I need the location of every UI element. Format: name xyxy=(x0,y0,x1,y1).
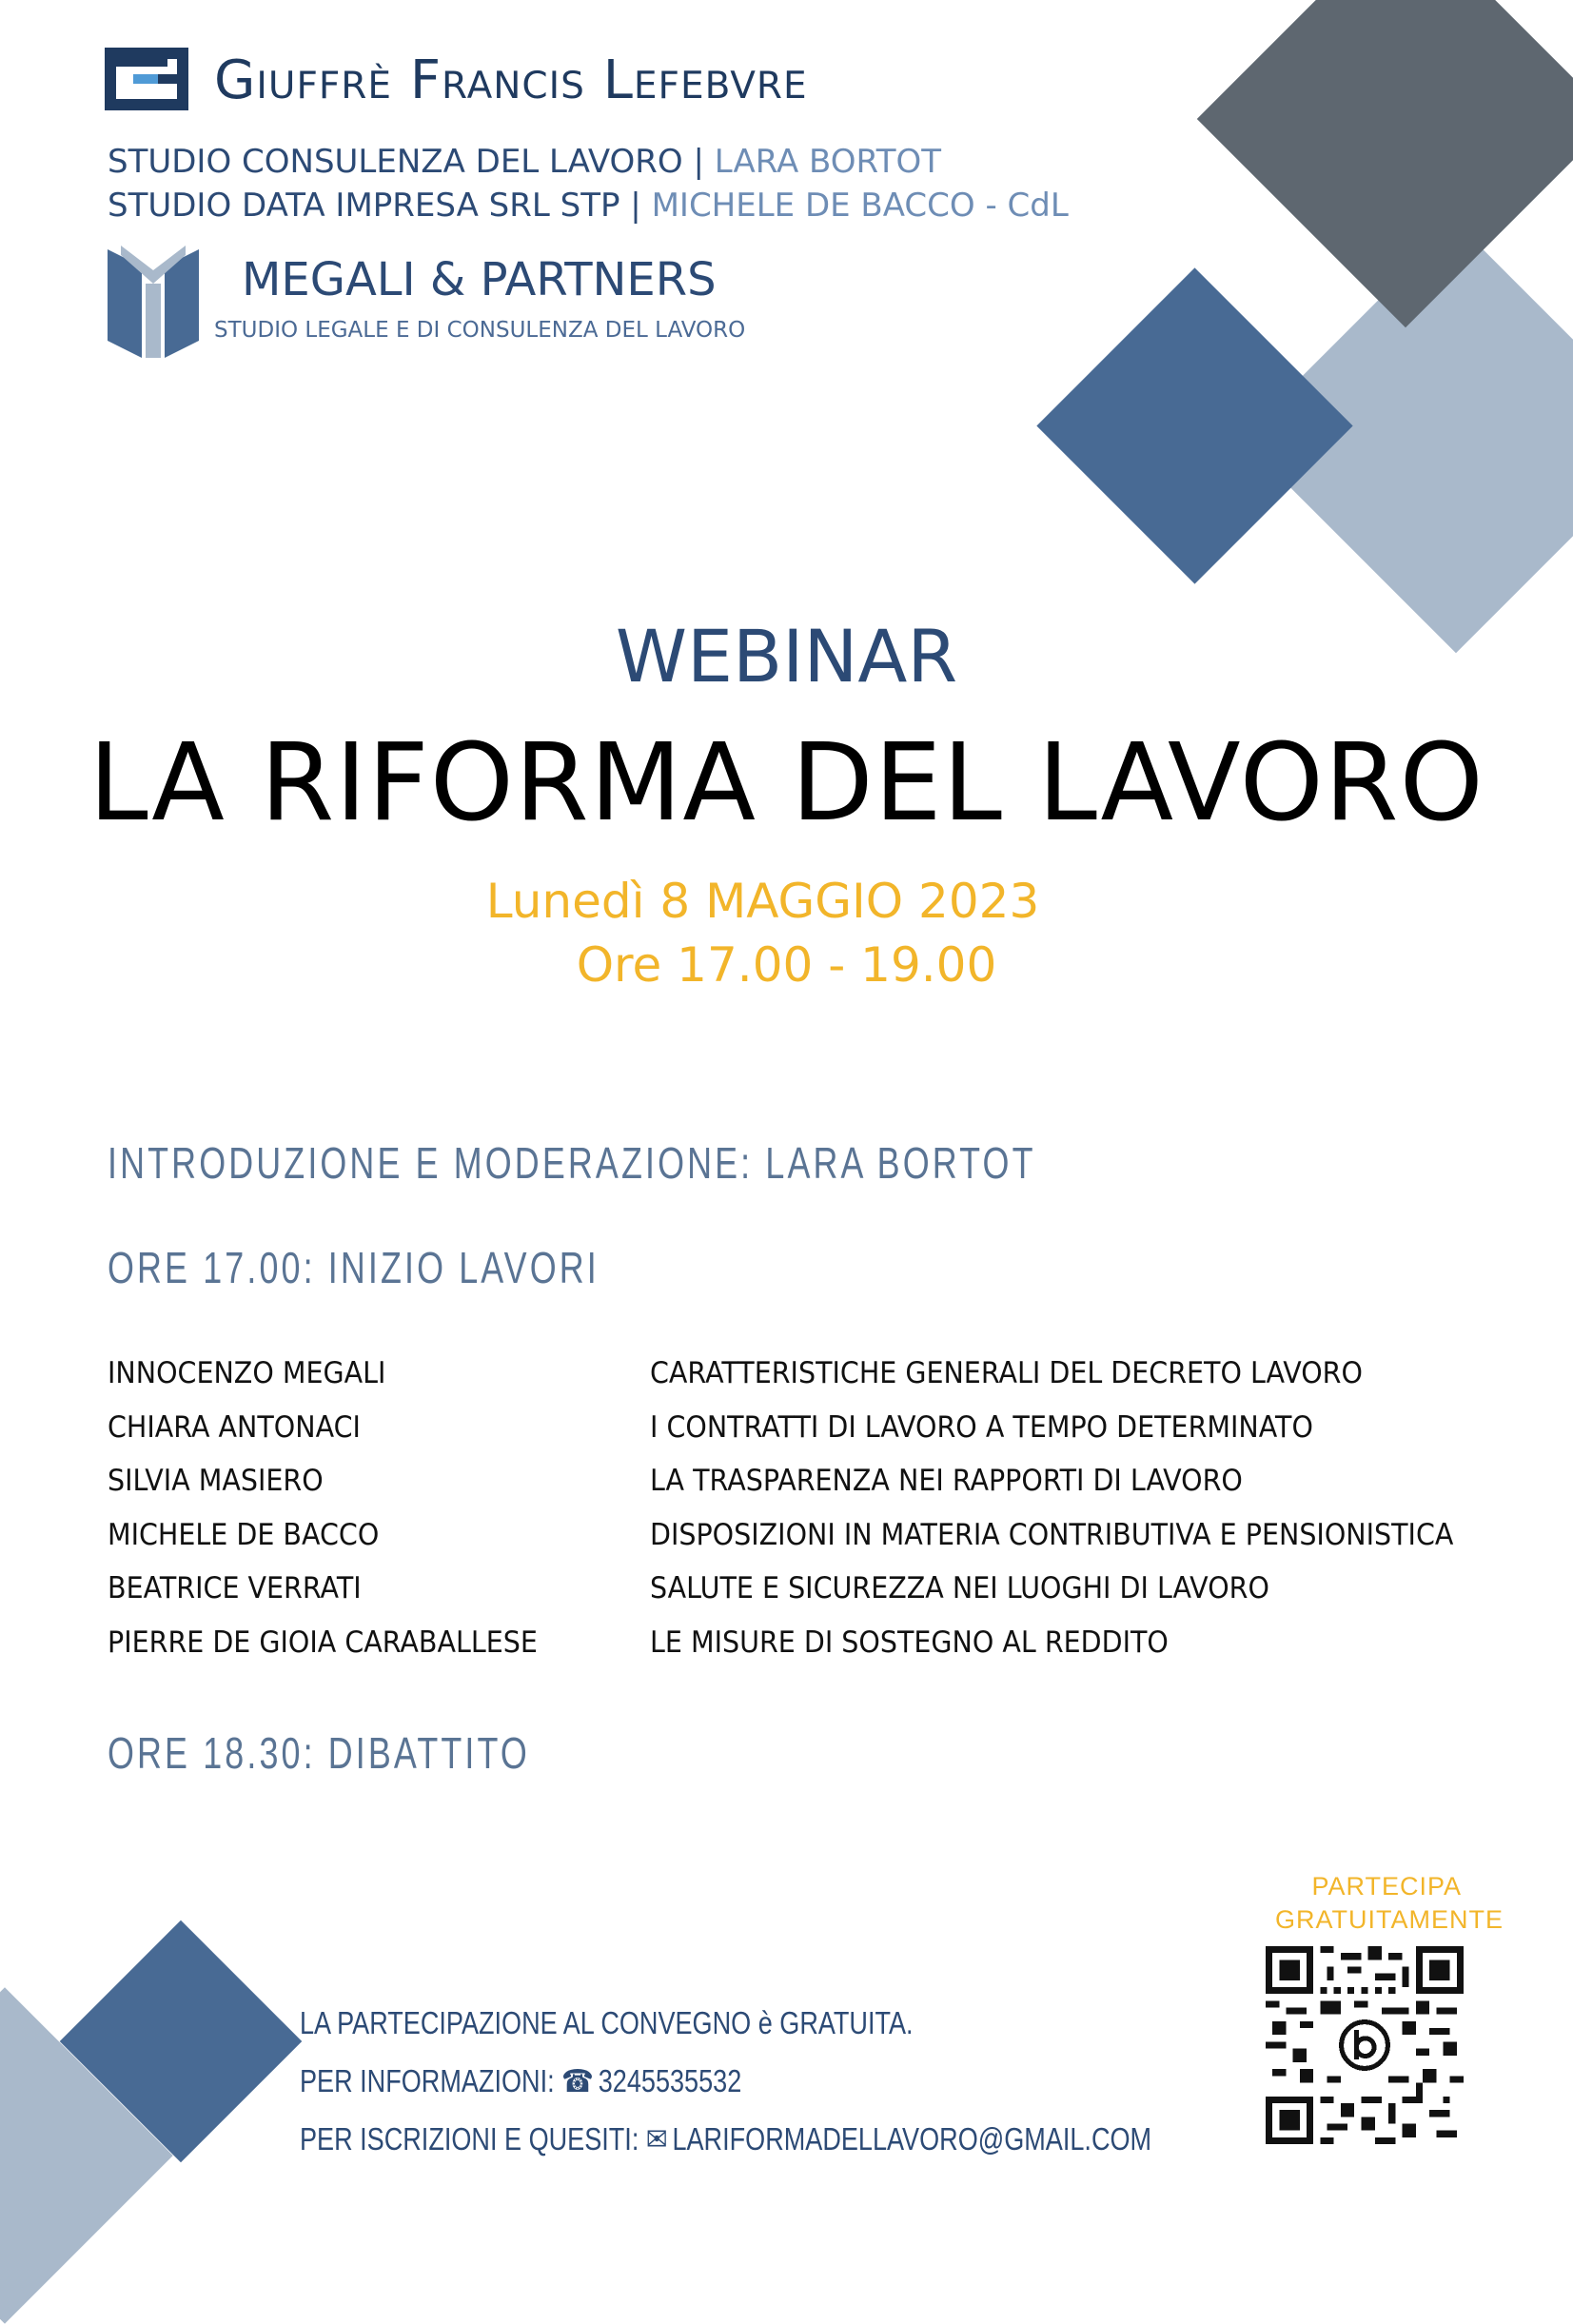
studio-name: STUDIO DATA IMPRESA SRL STP xyxy=(108,187,620,225)
partner-subtitle: STUDIO LEGALE E DI CONSULENZA DEL LAVORO xyxy=(214,318,746,343)
talk-topic: CARATTERISTICHE GENERALI DEL DECRETO LAVORO xyxy=(650,1356,1363,1390)
studio-person: LARA BORTOT xyxy=(714,143,941,181)
studio-name: STUDIO CONSULENZA DEL LAVORO xyxy=(108,143,683,181)
program-debate: ORE 18.30: DIBATTITO xyxy=(108,1728,530,1778)
partner-name: MEGALI & PARTNERS xyxy=(242,253,717,306)
talk-list xyxy=(108,1356,1516,1679)
phone-info xyxy=(300,2062,741,2099)
megali-logo-icon xyxy=(108,246,199,362)
talk-speaker: INNOCENZO MEGALI xyxy=(108,1356,386,1390)
page-title: LA RIFORMA DEL LAVORO xyxy=(88,721,1485,845)
studio-person: MICHELE DE BACCO - CdL xyxy=(651,187,1069,225)
talk-speaker: MICHELE DE BACCO xyxy=(108,1517,380,1552)
talk-speaker: BEATRICE VERRATI xyxy=(108,1571,362,1605)
talk-row xyxy=(108,1464,1516,1518)
event-date: Lunedì 8 MAGGIO 2023 xyxy=(485,874,1040,929)
phone-number[interactable]: 3245535532 xyxy=(598,2063,742,2098)
program-start: ORE 17.00: INIZIO LAVORI xyxy=(108,1243,600,1292)
brand-name: Giuffrè Francis Lefebvre xyxy=(214,49,808,111)
event-type: WEBINAR xyxy=(615,614,958,699)
free-participation-note: LA PARTECIPAZIONE AL CONVEGNO è GRATUITA. xyxy=(300,2005,914,2040)
qr-caption-line: PARTECIPA xyxy=(1311,1872,1462,1901)
talk-topic: LA TRASPARENZA NEI RAPPORTI DI LAVORO xyxy=(650,1464,1243,1498)
talk-row xyxy=(108,1356,1516,1410)
email-address[interactable]: LARIFORMADELLAVORO@GMAIL.COM xyxy=(672,2121,1152,2157)
email-info xyxy=(300,2120,1151,2157)
talk-speaker: SILVIA MASIERO xyxy=(108,1464,324,1498)
talk-topic: I CONTRATTI DI LAVORO A TEMPO DETERMINATO xyxy=(650,1409,1313,1445)
talk-row xyxy=(108,1571,1516,1625)
gfl-logo-icon xyxy=(105,48,188,110)
phone-label: PER INFORMAZIONI: xyxy=(300,2063,555,2098)
talk-row xyxy=(108,1625,1516,1680)
qr-caption xyxy=(1275,1870,1504,1937)
program-intro: INTRODUZIONE E MODERAZIONE: LARA BORTOT xyxy=(108,1138,1036,1188)
decorative-diamond-dark xyxy=(1197,0,1573,327)
separator: | xyxy=(630,187,641,225)
decorative-diamond-mid xyxy=(1036,267,1352,583)
qr-code-icon[interactable] xyxy=(1266,1946,1464,2144)
talk-speaker: PIERRE DE GIOIA CARABALLESE xyxy=(108,1625,538,1660)
talk-speaker: CHIARA ANTONACI xyxy=(108,1409,361,1445)
qr-caption-line: GRATUITAMENTE xyxy=(1275,1905,1504,1934)
separator: | xyxy=(693,143,704,181)
talk-topic: LE MISURE DI SOSTEGNO AL REDDITO xyxy=(650,1625,1169,1660)
talk-row xyxy=(108,1410,1516,1465)
talk-row xyxy=(108,1518,1516,1572)
studio-line xyxy=(108,143,941,181)
event-time: Ore 17.00 - 19.00 xyxy=(576,937,997,993)
talk-topic: SALUTE E SICUREZZA NEI LUOGHI DI LAVORO xyxy=(650,1571,1269,1605)
talk-topic: DISPOSIZIONI IN MATERIA CONTRIBUTIVA E PENSIONISTICA xyxy=(650,1517,1454,1552)
email-icon: ✉ xyxy=(645,2121,668,2157)
email-label: PER ISCRIZIONI E QUESITI: xyxy=(300,2121,639,2157)
phone-icon: ☎ xyxy=(561,2063,594,2098)
studio-line xyxy=(108,187,1069,225)
